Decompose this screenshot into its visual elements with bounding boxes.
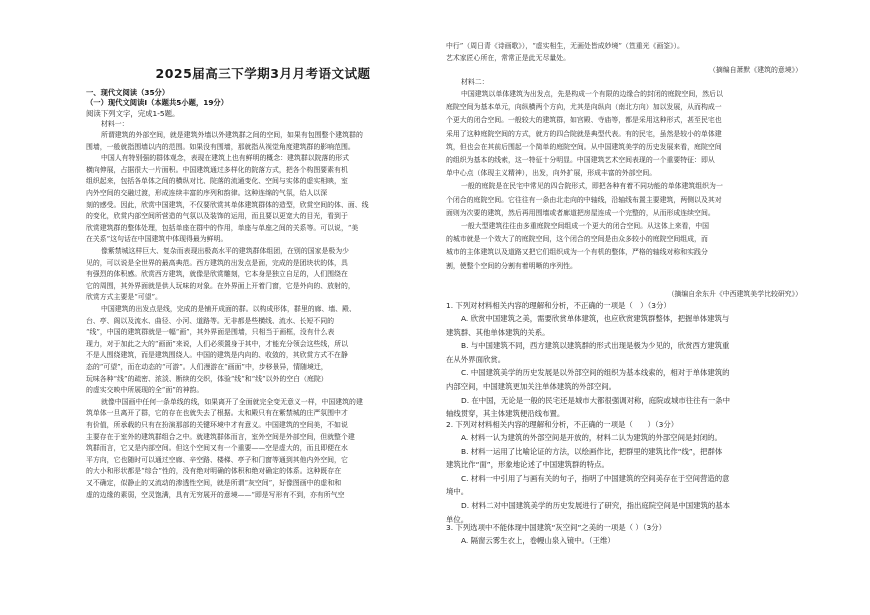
text-line: 所谓建筑的外部空间，就是建筑外墙以外建筑群之间的空间，如果有包围整个建筑群的 <box>101 131 363 139</box>
text-line: 建筑群、其他单体建筑的关系。 <box>446 327 550 337</box>
text-line: B. 材料一运用了比喻论证的方法，以绘画作比，把群里的建筑比作“线”，把群体 <box>461 446 723 456</box>
text-line: 有价值，所承载的只有在扮演那部的关键环境中才有意义。中国建筑的空间美，不如说 <box>86 421 348 429</box>
text-line: A. 材料一认为建筑的外部空间是开放的，材料二认为建筑的外部空间是封闭的。 <box>461 433 722 442</box>
text-line: 欣赏建筑群的整体处理，包括单座在群中的作用，单座与单座之间的关系等。可以说，“美 <box>86 223 359 232</box>
text-line: 单中心点（体现主义精神），出发，向外扩展，形成丰富的外部空间。 <box>446 169 657 178</box>
text-line: 横向伸展，占据很大一片面积。中国建筑通过多样化的院落方式，把各个构图要素有机 <box>86 165 348 174</box>
text-line: 面则为次要的建筑，然后再用围墙或者廊道把房屋连成一个完整的，从而形成连续空间。 <box>446 208 715 217</box>
text-line: 筑群而言，它又是内部空间。但这个空间又有一个重要——空是虚大的，而且即便在水 <box>86 444 348 453</box>
text-line: 像紫禁城这样巨大、复杂而表现出极高水平的建筑群体组团，在别的国家是极为少 <box>101 247 350 255</box>
text-line: 见的，可以说是全世界的最高典范。西方建筑的出发点是面，完成的是团块状的体，具 <box>86 258 348 267</box>
text-line: 筑单体一旦离开了群，它的存在也就失去了根据。太和殿只有在紫禁城的庄严氛围中才 <box>86 409 348 418</box>
text-line: 的组织为基本的线索，这一特征十分明显。中国建筑艺术空间表现的一个重要特征：即从 <box>446 156 715 164</box>
text-line: 态的“可望”，而在动态的“可游”。人们漫游在“画面”中，步移景异，情随境迁， <box>86 363 328 371</box>
text-line: D. 在中国，无论是一般的民宅还是城市大都很强调对称，庭院或城市往往有一条中 <box>461 395 731 405</box>
text-line: 围墙，一般就指围墙以内的范围。如果没有围墙，那就指从视觉角度建筑群的影响范围。 <box>86 142 355 151</box>
text-line: C. 中国建筑美学的历史发展是以外部空间的组织为基本线索的，相对于单体建筑的 <box>461 368 730 378</box>
text-line: 艺术家匠心所在，常常正是此无尽量处。 <box>446 53 571 62</box>
text-line: 单位。 <box>446 514 469 524</box>
text-line: 境中。 <box>446 487 469 497</box>
material-two-label: 材料二： <box>461 78 489 86</box>
text-line: 的虚实交映中所展现的全“面”的神韵。 <box>86 386 204 395</box>
text-line: 又不确定，似静止的又流动的渗透性空间，就是所谓“灰空间”，好像图画中的虚和和 <box>86 479 342 487</box>
reading-instruction: 阅读下列文字，完成1-5题。 <box>86 109 180 118</box>
text-line: A. 欣赏中国建筑之美，需要欣赏单体建筑，也应欣赏建筑群整体，把握单体建筑与 <box>461 314 730 323</box>
text-line: 庭院空间为基本单元，向纵横两个方向，尤其是向纵向（南北方向）加以发展，从而构成一 <box>446 103 722 112</box>
citation-one: （摘编自萧默《建筑的意境》） <box>708 66 802 74</box>
question-2-stem: 2. 下列对材料相关内容的理解和分析，不正确的一项是（ ）（3分） <box>446 420 679 429</box>
text-line: 在从外界面欣赏。 <box>446 354 506 364</box>
text-line: 刻的感受。因此，欣赏中国建筑，不仅要欣赏其单体建筑群体的造型，欣赏空间的体、面、线 <box>86 200 369 209</box>
section-heading: 一、现代文阅读（35分） <box>86 88 170 97</box>
page-title: 2025届高三下学期3月月考语文试题 <box>155 66 371 81</box>
text-line: 玩味各种“线”的疏密、浓淡、断续的交织，体验“线”和“线”以外的空白（庭院） <box>86 374 328 383</box>
text-line: 欣赏方式主要是“可望”。 <box>86 293 162 302</box>
text-line: 的大小和形状都是“综合”性的，没有绝对明确的体积和绝对确定的体系。这种既存在 <box>86 467 342 476</box>
question-1-stem: 1. 下列对材料相关内容的理解和分析，不正确的一项是（ ）（3分） <box>446 301 671 310</box>
text-line: 割，使整个空间的分割有着明晰的序列性。 <box>446 261 577 270</box>
question-3-stem: 3. 下列选项中不能体现中国建筑“灰空间”之美的一项是（ ）（3分） <box>446 523 666 532</box>
text-line: 城市的主体建筑以及道路又把它们组织成为一个有机的整体，严格的轴线对称和实践分 <box>446 248 708 257</box>
text-line: 内外空间的交融过渡，形成连续丰富的序列和韵律。这种连绵的气氛，给人以深 <box>86 189 328 197</box>
text-line: D. 材料二对中国建筑美学的历史发展进行了研究，指出庭院空间是中国建筑的基本 <box>461 501 731 510</box>
text-line: 就像中国画中任何一条单线的线，如果离开了全面就完全变无意义一样，中国建筑的建 <box>101 397 363 406</box>
text-line: 个闭合的庭院空间。它往往有一条由北走向的中轴线，沿轴线布置主要建筑，两侧以及其对 <box>446 195 722 204</box>
text-line: 主要存在于室外的建筑群组合之中。就建筑群体而言，室外空间是外部空间，但就整个建 <box>86 432 355 441</box>
subsection-heading: （一）现代文阅读Ⅰ（本题共5小题，19分） <box>86 98 228 107</box>
citation-two: （摘编自余东升《中西建筑美学比较研究》） <box>667 290 802 298</box>
text-line: 一般大型建筑往往由多重庭院空间组成一个更大的闭合空间。从这体上来看，中国 <box>461 222 710 230</box>
text-line: 中行”（周日青《诗画歌》），“虚实相生，无画处皆成妙境”（笪重光《画筌》）。 <box>446 42 684 50</box>
material-one-label: 材料一： <box>101 120 129 128</box>
text-line: 台、亭、阁以及流水、曲径、小河、道路等。无非都是些横线、流水、长短不同的 <box>86 316 335 325</box>
text-line: 建筑比作“面”，形象地论述了中国建筑群的特点。 <box>446 460 609 470</box>
text-line: 一般的庭院是在民宅中常见的四合院形式，即把各种有着不同功能的单体建筑组织为一 <box>461 182 723 191</box>
text-line: 的变化，欣赏内部空间所营造的气氛以及装饰的运用，而且要以更宽大的目光，看到于 <box>86 212 348 221</box>
text-line: A. 隔窗云雾生衣上，卷幔山泉入镜中。（王维） <box>461 536 615 545</box>
text-line: C. 材料一中引用了与画有关的句子，指明了中国建筑的空间美存在于空间营造的意 <box>461 473 730 483</box>
text-line: B. 与中国建筑不同，西方建筑以建筑群的形式出现是极为少见的，欣赏西方建筑重 <box>461 341 730 351</box>
text-line: 的城市就是一个效大了的庭院空间，这个闭合的空间是由众多较小的庭院空间组成，而 <box>446 235 708 244</box>
text-line: 中国建筑以单体建筑为出发点，先是构成一个有限的边缘合的封闭的庭院空间，然后以 <box>461 90 723 98</box>
text-line: “线”，中国的建筑群就是一幅“画”，其外界面是围墙，只相当于画框，没有什么表 <box>86 328 335 337</box>
text-line: 不是人围绕建筑，而是建筑围绕人。中国的建筑是内向的、收敛的，其欣赏方式不在静 <box>86 351 348 360</box>
text-line: 中国建筑的出发点是线，完成的是铺开成面的群。以构成形体，群里的廊、墙、殿、 <box>101 305 356 313</box>
text-line: 组织起来，包括各单体之间的横纵对比、院落的流通变化、空间与实体的虚实相映，室 <box>86 177 348 186</box>
text-line: 内部空间，中国建筑更加关注单体建筑的外部空间。 <box>446 382 616 391</box>
text-line: 它的周围，其外界面就是供人玩味的对象。在外界面上开着门窗，它是外向的、放射的， <box>86 281 355 290</box>
text-line: 筑，但也会在其前后围起一个简单的庭院空间。从中国建筑美学的历史发展来看，庭院空间 <box>446 142 722 151</box>
text-line: 中国人有特别强的群体观念，表现在建筑上也有鲜明的概念：建筑群以院落的形式 <box>101 154 350 163</box>
text-line: 有强烈的体积感。欣赏西方建筑，就像是欣赏雕刻，它本身是独立自足的，人们围绕在 <box>86 270 348 279</box>
text-line: 采用了这种庭院空间的方式，就方的四合院就是典型代表。有的民宅，虽然是较小的单体建 <box>446 129 722 138</box>
text-line: 轴线贯穿，其主体建筑便沿线布置。 <box>446 409 565 419</box>
text-line: 在关系”这句话在中国建筑中体现得最为鲜明。 <box>86 235 228 244</box>
text-line: 虚的边缘的素弱，空灵饱满，具有无穷展开的意境——“即是写形有不到，亦有所气空 <box>86 490 345 499</box>
text-line: 平方向，它也随时可以通过空廊、辛空路、楼梯、亭子和门窗等通到其他内外空间，它 <box>86 455 348 464</box>
text-line: 个更大的闭合空间。一般较大的建筑群，如宫殿、寺庙等，都是采用这种形式，甚至民宅也 <box>446 116 722 125</box>
text-line: 现力，对于加此之大的“画面”来说，人们必须置身于其中，才能充分领会这些线，所以 <box>86 339 348 348</box>
